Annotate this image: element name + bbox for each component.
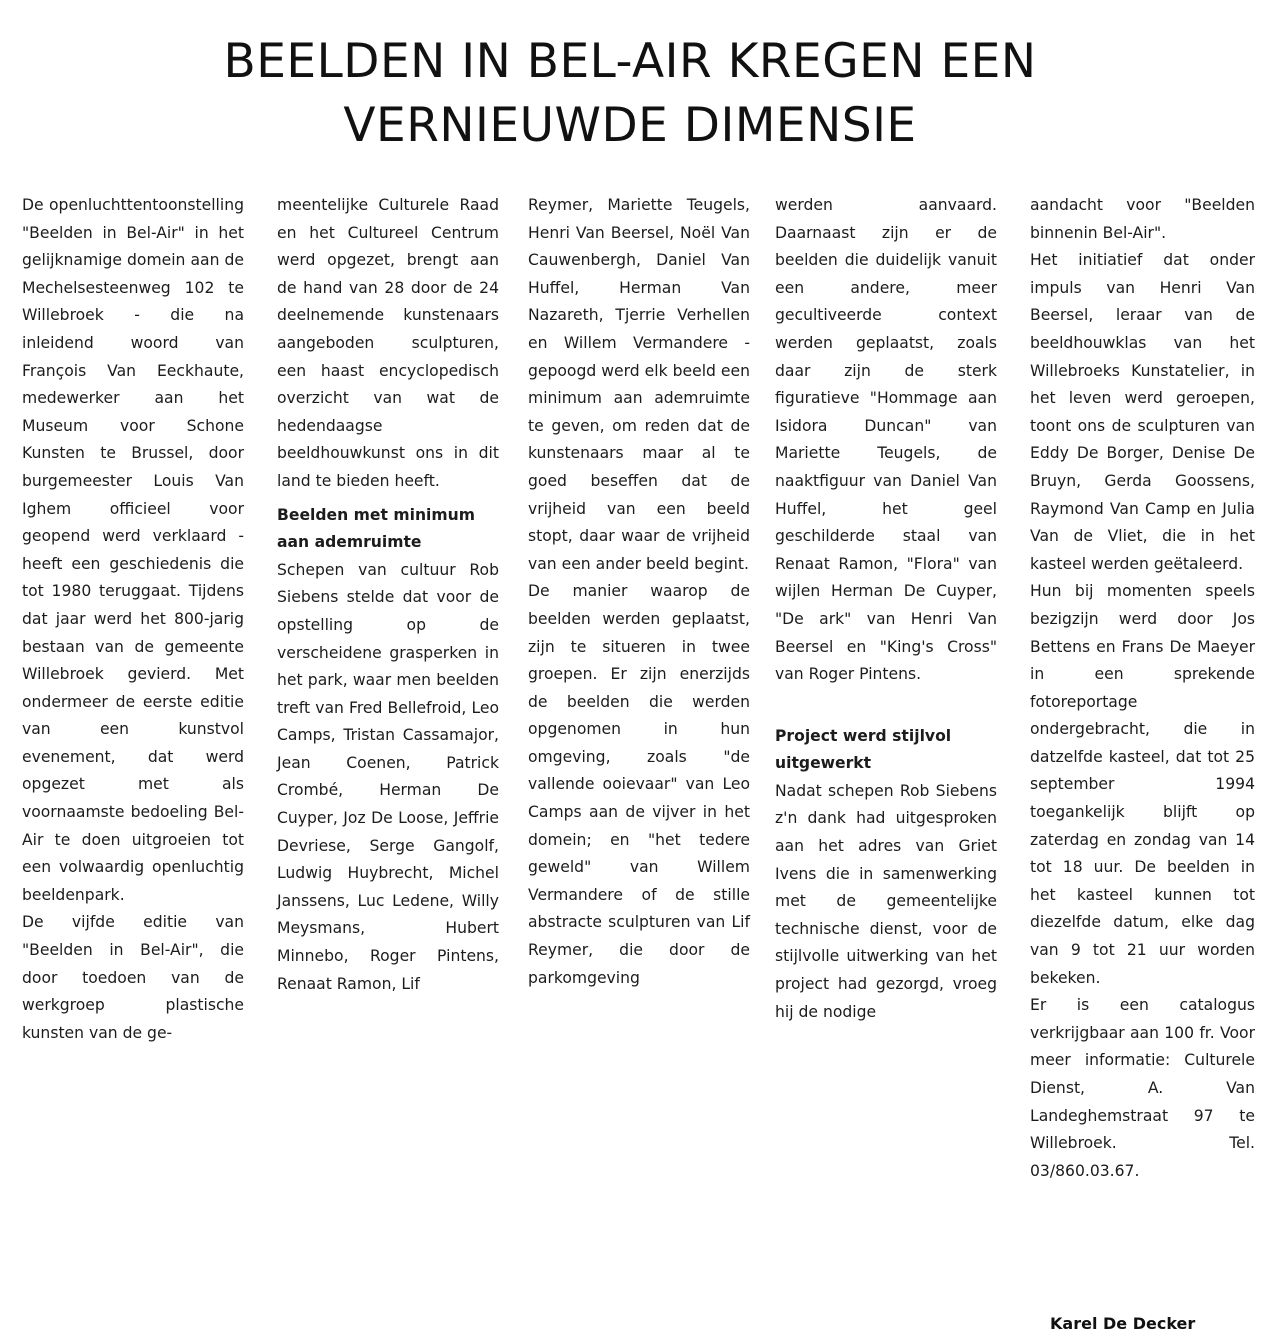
paragraph: Reymer, Mariette Teugels, Henri Van Beersel, Noël Van Cauwenbergh, Daniel Van Huffel, Herman Van Nazareth, Tjerrie Verhellen en Willem Vermandere - gepoogd werd elk beeld een minimum aan ademruimte te geven, om reden dat de kunstenaars maar al te goed beseffen dat de vrijheid van een beeld stopt, daar waar de vrijheid van een ander beeld begint. xyxy=(528,196,750,573)
article-column-4 xyxy=(775,192,997,1026)
headline-line-1: BEELDEN IN BEL-AIR KREGEN EEN xyxy=(223,34,1037,89)
article-column-3 xyxy=(528,192,750,992)
paragraph: meentelijke Culturele Raad en het Cultureel Centrum werd opgezet, brengt aan de hand van 28 door de 24 deelnemende kunstenaars aangeboden sculpturen, een haast encyclopedisch overzicht van wat de hedendaagse beeldhouwkunst ons in dit land te bieden heeft. xyxy=(277,196,499,490)
spacer xyxy=(775,689,997,717)
article-column-1 xyxy=(22,192,244,1047)
paragraph: Nadat schepen Rob Siebens z'n dank had uitgesproken aan het adres van Griet Ivens die in samenwerking met de gemeentelijke technische dienst, voor de stijlvolle uitwerking van het project had gezorgd, vroeg hij de nodige xyxy=(775,781,997,1021)
article-column-5 xyxy=(1030,192,1255,1185)
paragraph: aandacht voor "Beelden binnenin Bel-Air". xyxy=(1030,196,1255,242)
paragraph: De vijfde editie van "Beelden in Bel-Air", die door toedoen van de werkgroep plastische kunsten van de ge- xyxy=(22,913,244,1042)
headline-line-2: VERNIEUWDE DIMENSIE xyxy=(343,98,917,153)
subheading: Project werd stijlvol uitgewerkt xyxy=(775,726,952,773)
paragraph: Hun bij momenten speels bezigzijn werd door Jos Bettens en Frans De Maeyer in een sprekende fotoreportage ondergebracht, die in datzelfde kasteel, dat tot 25 september 1994 toegankelijk blijft op zaterdag en zondag van 14 tot 18 uur. De beelden in het kasteel kunnen tot diezelfde datum, elke dag van 9 tot 21 uur worden bekeken. xyxy=(1030,582,1255,987)
paragraph: De openluchttentoonstelling "Beelden in Bel-Air" in het gelijknamige domein aan de Mechelsesteenweg 102 te Willebroek - die na inleidend woord van François Van Eeckhaute, medewerker aan het Museum voor Schone Kunsten te Brussel, door burgemeester Louis Van Ighem officieel voor geopend werd verklaard - heeft een geschiedenis die tot 1980 teruggaat. Tijdens dat jaar werd het 800-jarig bestaan van de gemeente Willebroek gevierd. Met ondermeer de eerste editie van een kunstvol evenement, dat werd opgezet met als voornaamste bedoeling Bel-Air te doen uitgroeien tot een volwaardig openluchtig beeldenpark. xyxy=(22,196,244,904)
subheading: Beelden met minimum aan ademruimte xyxy=(277,505,475,552)
paragraph: De manier waarop de beelden werden geplaatst, zijn te situeren in twee groepen. Er zijn enerzijds de beelden die werden opgenomen in hun omgeving, zoals "de vallende ooievaar" van Leo Camps aan de vijver in het domein; en "het tedere geweld" van Willem Vermandere of de stille abstracte sculpturen van Lif Reymer, die door de parkomgeving xyxy=(528,582,750,987)
headline xyxy=(40,30,1220,158)
author-byline: Karel De Decker xyxy=(1050,1314,1196,1333)
paragraph: Er is een catalogus verkrijgbaar aan 100 fr. Voor meer informatie: Culturele Dienst, A. Van Landeghemstraat 97 te Willebroek. Tel. 03/860.03.67. xyxy=(1030,996,1255,1180)
paragraph: Schepen van cultuur Rob Siebens stelde dat voor de opstelling op de verscheidene grasperken in het park, waar men beelden treft van Fred Bellefroid, Leo Camps, Tristan Cassamajor, Jean Coenen, Patrick Crombé, Herman De Cuyper, Joz De Loose, Jeffrie Devriese, Serge Gangolf, Ludwig Huybrecht, Michel Janssens, Luc Ledene, Willy Meysmans, Hubert Minnebo, Roger Pintens, Renaat Ramon, Lif xyxy=(277,560,499,993)
article-column-2 xyxy=(277,192,499,998)
paragraph: Het initiatief dat onder impuls van Henri Van Beersel, leraar van de beeldhouwklas van het Willebroeks Kunstatelier, in het leven werd geroepen, toont ons de sculpturen van Eddy De Borger, Denise De Bruyn, Gerda Goossens, Raymond Van Camp en Julia Van de Vliet, die in het kasteel werden geëtaleerd. xyxy=(1030,251,1255,573)
paragraph: werden aanvaard. Daarnaast zijn er de beelden die duidelijk vanuit een andere, meer gecultiveerde context werden geplaatst, zoals daar zijn de sterk figuratieve "Hommage aan Isidora Duncan" van Mariette Teugels, de naaktfiguur van Daniel Van Huffel, het geel geschilderde staal van Renaat Ramon, "Flora" van wijlen Herman De Cuyper, "De ark" van Henri Van Beersel en "King's Cross" van Roger Pintens. xyxy=(775,196,997,684)
